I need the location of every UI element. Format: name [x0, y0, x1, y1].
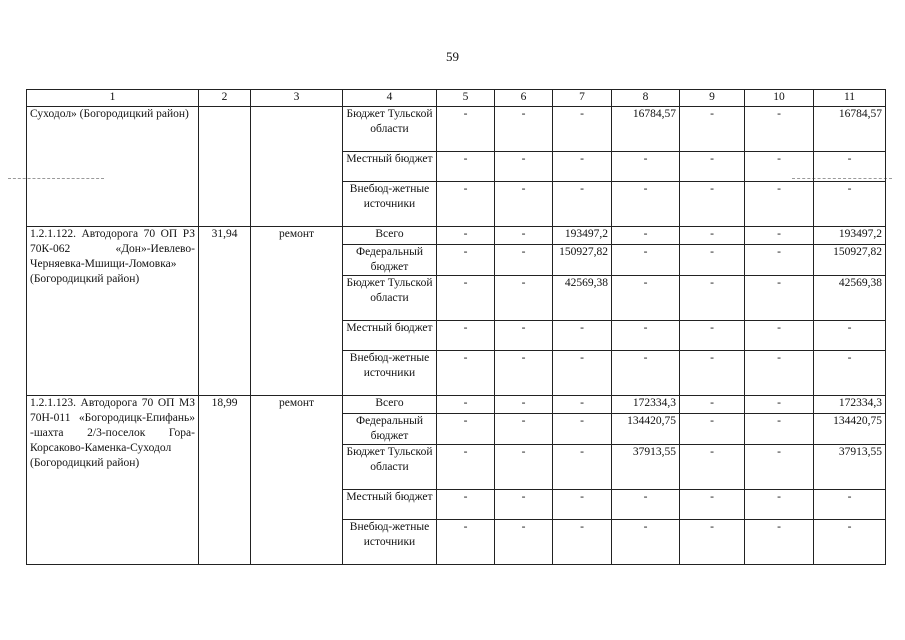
- funding-source-cell: Местный бюджет: [343, 152, 437, 182]
- value-cell-v11: -: [814, 351, 886, 396]
- value-cell-v6: -: [495, 490, 553, 520]
- value-cell-v9: -: [680, 276, 745, 321]
- value-cell-v7: -: [553, 107, 612, 152]
- value-cell-v8: -: [612, 321, 680, 351]
- value-cell-v7: -: [553, 445, 612, 490]
- value-cell-v7: 42569,38: [553, 276, 612, 321]
- column-header: 10: [745, 90, 814, 107]
- value-cell-v5: -: [437, 152, 495, 182]
- funding-source-cell: Всего: [343, 396, 437, 414]
- value-cell-v7: 193497,2: [553, 227, 612, 245]
- column-header: 5: [437, 90, 495, 107]
- value-cell-v5: -: [437, 520, 495, 565]
- value-cell-v6: -: [495, 107, 553, 152]
- funding-source-cell: Местный бюджет: [343, 321, 437, 351]
- value-cell-v9: -: [680, 351, 745, 396]
- value-cell-v9: -: [680, 152, 745, 182]
- column-header: 1: [27, 90, 199, 107]
- value-cell-v5: -: [437, 276, 495, 321]
- work-type-cell: ремонт: [251, 396, 343, 565]
- value-cell-v9: -: [680, 321, 745, 351]
- value-cell-v5: -: [437, 351, 495, 396]
- value-cell-v6: -: [495, 445, 553, 490]
- column-header: 3: [251, 90, 343, 107]
- object-name-cell: Суходол» (Богородицкий район): [27, 107, 199, 227]
- value-cell-v10: -: [745, 321, 814, 351]
- work-type-cell: ремонт: [251, 227, 343, 396]
- table-body: [27, 107, 886, 565]
- value-cell-v8: -: [612, 351, 680, 396]
- value-cell-v10: -: [745, 445, 814, 490]
- funding-source-cell: Федеральный бюджет: [343, 245, 437, 276]
- value-cell-v6: -: [495, 227, 553, 245]
- value-cell-v10: -: [745, 245, 814, 276]
- value-cell-v10: -: [745, 414, 814, 445]
- value-cell-v10: -: [745, 227, 814, 245]
- value-cell-v6: -: [495, 414, 553, 445]
- value-cell-v10: -: [745, 490, 814, 520]
- funding-source-cell: Внебюд-жетные источники: [343, 520, 437, 565]
- value-cell-v9: -: [680, 490, 745, 520]
- column-header: 2: [199, 90, 251, 107]
- value-cell-v6: -: [495, 520, 553, 565]
- value-cell-v6: -: [495, 276, 553, 321]
- value-cell-v9: -: [680, 396, 745, 414]
- value-cell-v8: -: [612, 152, 680, 182]
- value-cell-v7: -: [553, 414, 612, 445]
- value-cell-v8: 37913,55: [612, 445, 680, 490]
- funding-source-cell: Бюджет Тульской области: [343, 107, 437, 152]
- value-cell-v10: -: [745, 520, 814, 565]
- funding-source-cell: Местный бюджет: [343, 490, 437, 520]
- value-cell-v6: -: [495, 396, 553, 414]
- value-cell-v11: 134420,75: [814, 414, 886, 445]
- column-header: 4: [343, 90, 437, 107]
- value-cell-v5: -: [437, 414, 495, 445]
- length-cell: 18,99: [199, 396, 251, 565]
- object-name-cell: 1.2.1.123. Автодорога 70 ОП МЗ 70Н-011 «Богородицк-Епифань» -шахта 2/3-поселок Гора-Корсаково-Каменка-Суходол (Богородицкий район): [27, 396, 199, 565]
- value-cell-v7: -: [553, 396, 612, 414]
- funding-source-cell: Бюджет Тульской области: [343, 276, 437, 321]
- value-cell-v6: -: [495, 351, 553, 396]
- column-header: 7: [553, 90, 612, 107]
- value-cell-v8: 134420,75: [612, 414, 680, 445]
- column-header: 6: [495, 90, 553, 107]
- value-cell-v5: -: [437, 245, 495, 276]
- value-cell-v11: 150927,82: [814, 245, 886, 276]
- work-type-cell: [251, 107, 343, 227]
- funding-source-cell: Всего: [343, 227, 437, 245]
- value-cell-v5: -: [437, 227, 495, 245]
- value-cell-v11: 42569,38: [814, 276, 886, 321]
- value-cell-v9: -: [680, 520, 745, 565]
- value-cell-v9: -: [680, 227, 745, 245]
- value-cell-v8: -: [612, 490, 680, 520]
- value-cell-v9: -: [680, 445, 745, 490]
- value-cell-v6: -: [495, 321, 553, 351]
- budget-table: [26, 89, 886, 565]
- value-cell-v11: -: [814, 152, 886, 182]
- value-cell-v8: -: [612, 227, 680, 245]
- value-cell-v6: -: [495, 152, 553, 182]
- value-cell-v7: -: [553, 490, 612, 520]
- value-cell-v5: -: [437, 107, 495, 152]
- value-cell-v11: -: [814, 520, 886, 565]
- value-cell-v5: -: [437, 396, 495, 414]
- value-cell-v5: -: [437, 182, 495, 227]
- value-cell-v10: -: [745, 396, 814, 414]
- value-cell-v11: -: [814, 321, 886, 351]
- value-cell-v11: 172334,3: [814, 396, 886, 414]
- value-cell-v7: -: [553, 182, 612, 227]
- table-row: [27, 227, 886, 245]
- value-cell-v8: -: [612, 520, 680, 565]
- value-cell-v8: -: [612, 245, 680, 276]
- value-cell-v10: -: [745, 276, 814, 321]
- column-header: 9: [680, 90, 745, 107]
- value-cell-v11: 193497,2: [814, 227, 886, 245]
- value-cell-v10: -: [745, 351, 814, 396]
- value-cell-v9: -: [680, 107, 745, 152]
- value-cell-v11: 37913,55: [814, 445, 886, 490]
- table-row: [27, 107, 886, 152]
- length-cell: 31,94: [199, 227, 251, 396]
- column-header: 8: [612, 90, 680, 107]
- value-cell-v6: -: [495, 245, 553, 276]
- object-name-cell: 1.2.1.122. Автодорога 70 ОП РЗ 70К-062 «Дон»-Иевлево-Черняевка-Мшищи-Ломовка» (Богородицкий район): [27, 227, 199, 396]
- value-cell-v5: -: [437, 321, 495, 351]
- header-row: [27, 90, 886, 107]
- value-cell-v11: 16784,57: [814, 107, 886, 152]
- value-cell-v7: -: [553, 152, 612, 182]
- value-cell-v9: -: [680, 182, 745, 227]
- value-cell-v9: -: [680, 414, 745, 445]
- value-cell-v10: -: [745, 107, 814, 152]
- value-cell-v10: -: [745, 152, 814, 182]
- value-cell-v8: -: [612, 182, 680, 227]
- value-cell-v7: -: [553, 520, 612, 565]
- value-cell-v6: -: [495, 182, 553, 227]
- value-cell-v10: -: [745, 182, 814, 227]
- funding-source-cell: Внебюд-жетные источники: [343, 182, 437, 227]
- value-cell-v11: -: [814, 182, 886, 227]
- value-cell-v5: -: [437, 490, 495, 520]
- length-cell: [199, 107, 251, 227]
- value-cell-v7: -: [553, 321, 612, 351]
- value-cell-v11: -: [814, 490, 886, 520]
- value-cell-v8: 172334,3: [612, 396, 680, 414]
- value-cell-v5: -: [437, 445, 495, 490]
- funding-source-cell: Федеральный бюджет: [343, 414, 437, 445]
- value-cell-v9: -: [680, 245, 745, 276]
- value-cell-v8: -: [612, 276, 680, 321]
- funding-source-cell: Бюджет Тульской области: [343, 445, 437, 490]
- value-cell-v7: -: [553, 351, 612, 396]
- column-header: 11: [814, 90, 886, 107]
- funding-source-cell: Внебюд-жетные источники: [343, 351, 437, 396]
- page-number: 59: [446, 49, 459, 64]
- table-row: [27, 396, 886, 414]
- value-cell-v7: 150927,82: [553, 245, 612, 276]
- value-cell-v8: 16784,57: [612, 107, 680, 152]
